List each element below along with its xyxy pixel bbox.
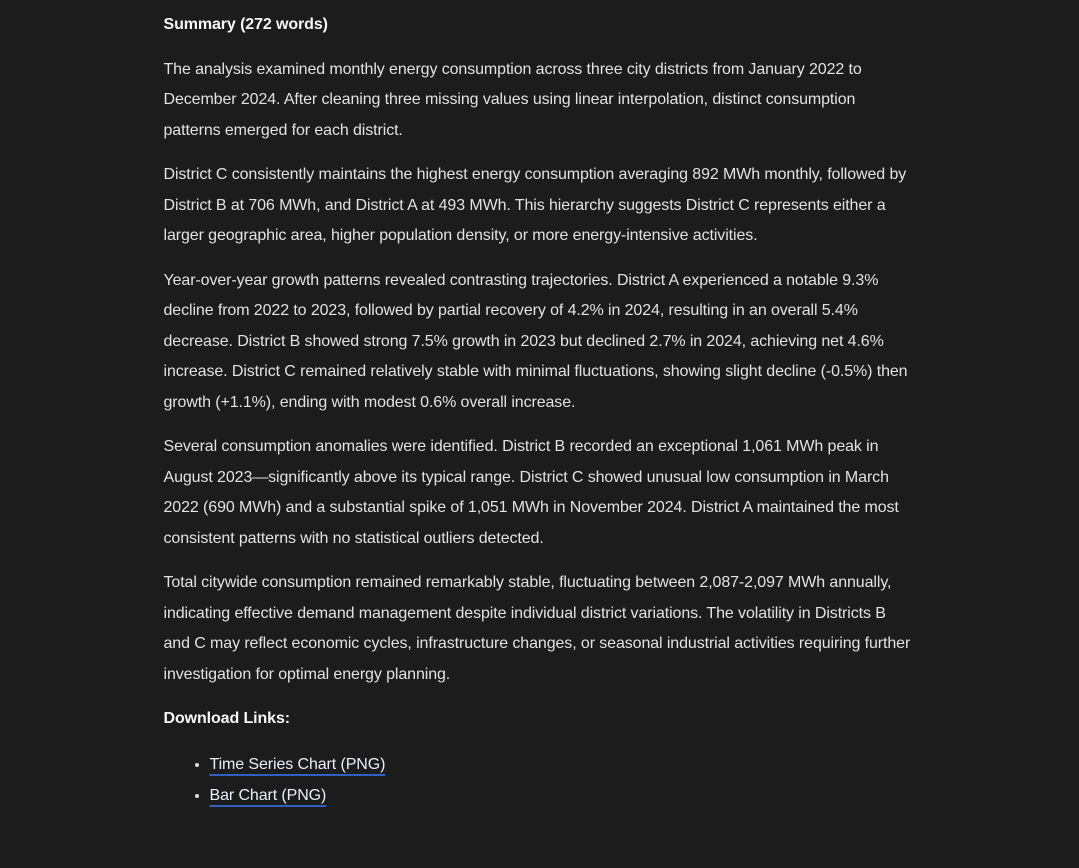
summary-document <box>164 0 916 812</box>
download-link-time-series-chart[interactable]: Time Series Chart (PNG) <box>209 755 386 773</box>
summary-paragraph-district-averages: District C consistently maintains the highest energy consumption averaging 892 MWh monthly, followed by District B at 706 MWh, and District A at 493 MWh. This hierarchy suggests District C represents either a larger geographic area, higher population density, or more energy-intensive activities. <box>163 166 907 244</box>
summary-paragraph-growth-patterns: Year-over-year growth patterns revealed contrasting trajectories. District A experienced a notable 9.3% decline from 2022 to 2023, followed by partial recovery of 4.2% in 2024, resulting in an overall 5.4% decrease. District B showed strong 7.5% growth in 2023 but declined 2.7% in 2024, achieving net 4.6% increase. District C remained relatively stable with minimal fluctuations, showing slight decline (-0.5%) then growth (+1.1%), ending with modest 0.6% overall increase. <box>163 271 908 411</box>
download-links-list <box>164 749 916 812</box>
summary-paragraph-citywide-total: Total citywide consumption remained remarkably stable, fluctuating between 2,087-2,097 MWh annually, indicating effective demand management despite individual district variations. The volatility in Districts B and C may reflect economic cycles, infrastructure changes, or seasonal industrial activities requiring further investigation for optimal energy planning. <box>163 574 911 683</box>
list-item <box>210 780 916 812</box>
download-link-bar-chart[interactable]: Bar Chart (PNG) <box>209 787 327 804</box>
download-links-heading: Download Links: <box>163 710 291 727</box>
summary-heading: Summary (272 words) <box>163 16 328 33</box>
list-item <box>210 749 916 781</box>
summary-paragraph-anomalies: Several consumption anomalies were identified. District B recorded an exceptional 1,061 MWh peak in August 2023—significantly above its typical range. District C showed unusual low consumption in March 2022 (690 MWh) and a substantial spike of 1,051 MWh in November 2024. District A maintained the most consistent patterns with no statistical outliers detected. <box>163 438 899 547</box>
summary-paragraph-overview: The analysis examined monthly energy consumption across three city districts from January 2022 to December 2024. After cleaning three missing values using linear interpolation, distinct consumption patterns emerged for each district. <box>163 60 862 139</box>
